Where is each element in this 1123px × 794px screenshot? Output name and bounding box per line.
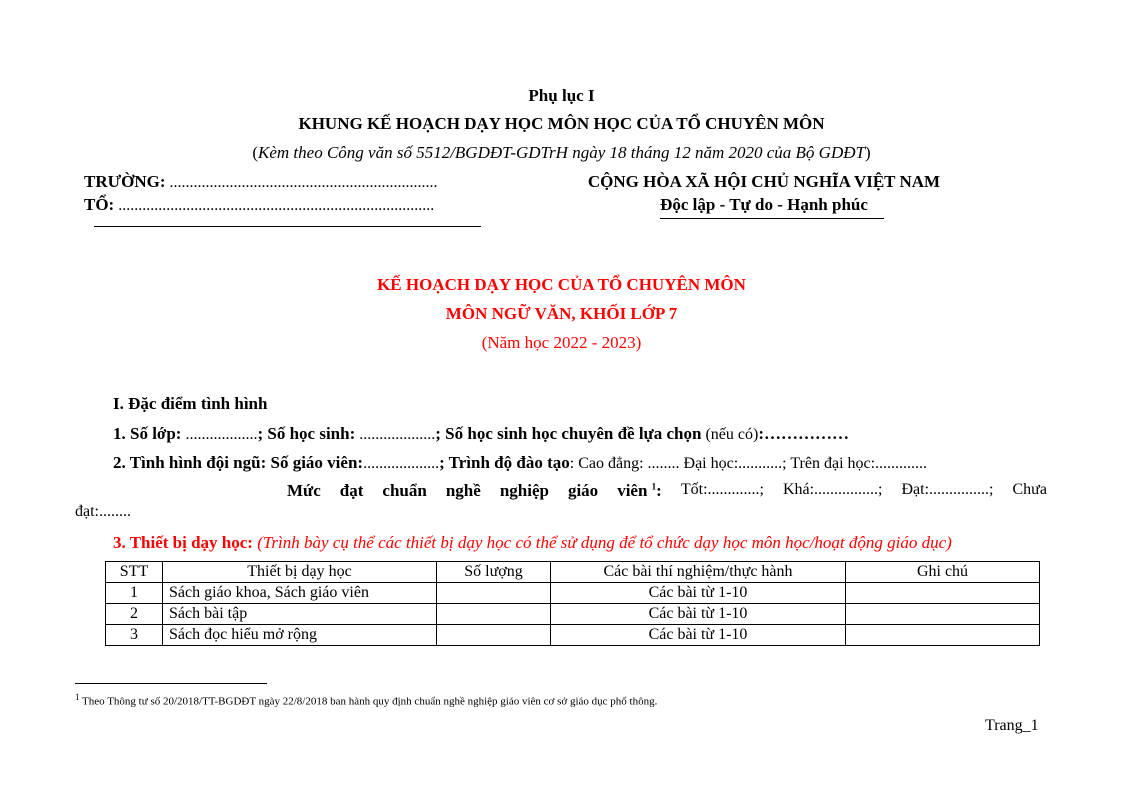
standard-word-with-footnote bbox=[617, 481, 662, 501]
school-divider bbox=[94, 226, 481, 227]
table-row bbox=[106, 583, 1040, 604]
equipment-quantity bbox=[437, 583, 551, 604]
row-number: 3 bbox=[106, 625, 163, 646]
footnote bbox=[75, 692, 657, 708]
attached-open-paren: ( bbox=[252, 143, 259, 162]
department-label: TỔ: bbox=[84, 195, 115, 214]
rating-not-yet: Chưa bbox=[1012, 481, 1047, 498]
rating-good: Tốt:.............; bbox=[680, 481, 764, 498]
framework-title: KHUNG KẾ HOẠCH DẠY HỌC MÔN HỌC CỦA TỔ CHUYÊN MÔN bbox=[298, 114, 825, 133]
student-count-label: ; Số học sinh: bbox=[257, 424, 356, 443]
section1-heading: I. Đặc điểm tình hình bbox=[113, 394, 268, 413]
equipment-note bbox=[846, 583, 1040, 604]
equipment-lessons: Các bài từ 1-10 bbox=[551, 604, 846, 625]
footnote-text: Theo Thông tư số 20/2018/TT-BGDĐT ngày 22/8/2018 ban hành quy định chuẩn nghề nghiệp giáo viên cơ sở giáo dục phổ thông. bbox=[79, 695, 658, 708]
equipment-heading: 3. Thiết bị dạy học: bbox=[113, 533, 253, 552]
equipment-note bbox=[846, 604, 1040, 625]
class-count-line bbox=[113, 424, 1048, 444]
standard-word: nghề bbox=[445, 481, 481, 500]
equipment-name: Sách giáo khoa, Sách giáo viên bbox=[163, 583, 437, 604]
equipment-lessons: Các bài từ 1-10 bbox=[551, 583, 846, 604]
student-count-blank: ................... bbox=[355, 426, 436, 443]
equipment-table bbox=[105, 561, 1040, 646]
attached-close-paren: ) bbox=[864, 143, 871, 162]
standard-word: viên bbox=[617, 481, 648, 500]
footnote-marker: 1 bbox=[75, 692, 80, 702]
rating-fair: Khá:................; bbox=[782, 481, 883, 498]
school-blank: ................................................................... bbox=[165, 174, 438, 191]
elective-blank: :…………… bbox=[758, 424, 849, 443]
footnote-ref: 1 bbox=[651, 481, 657, 492]
column-header: Số lượng bbox=[437, 562, 551, 583]
staff-blank: ................... bbox=[363, 455, 440, 472]
standard-word: giáo bbox=[567, 481, 599, 500]
column-header: Các bài thí nghiệm/thực hành bbox=[551, 562, 846, 583]
row-number: 1 bbox=[106, 583, 163, 604]
footnote-divider bbox=[75, 683, 267, 684]
department-line bbox=[84, 195, 486, 215]
rating-pass: Đạt:...............; bbox=[901, 481, 994, 498]
republic-name: CỘNG HÒA XÃ HỘI CHỦ NGHĨA VIỆT NAM bbox=[587, 172, 941, 191]
equipment-lessons: Các bài từ 1-10 bbox=[551, 625, 846, 646]
attached-note bbox=[0, 143, 1123, 163]
elective-students-label: ; Số học sinh học chuyên đề lựa chọn bbox=[435, 424, 702, 443]
class-count-blank: .................. bbox=[181, 426, 258, 443]
school-label: TRƯỜNG: bbox=[84, 172, 166, 191]
row-number: 2 bbox=[106, 604, 163, 625]
rating-not-yet-wrap: đạt:........ bbox=[75, 503, 131, 520]
equipment-name: Sách bài tập bbox=[163, 604, 437, 625]
plan-subject: MÔN NGỮ VĂN, KHỐI LỚP 7 bbox=[445, 304, 678, 323]
column-header: Ghi chú bbox=[846, 562, 1040, 583]
equipment-note bbox=[846, 625, 1040, 646]
equipment-quantity bbox=[437, 604, 551, 625]
table-header-row bbox=[106, 562, 1040, 583]
equipment-quantity bbox=[437, 625, 551, 646]
section3-heading bbox=[113, 533, 1048, 553]
school-name-line bbox=[84, 172, 486, 192]
plan-title: KẾ HOẠCH DẠY HỌC CỦA TỔ CHUYÊN MÔN bbox=[377, 275, 746, 294]
staff-line bbox=[113, 453, 1048, 473]
equipment-description: (Trình bày cụ thể các thiết bị dạy học có thể sử dụng để tổ chức dạy học môn học/hoạt động giáo dục) bbox=[252, 533, 952, 552]
staff-label: 2. Tình hình đội ngũ: Số giáo viên: bbox=[113, 453, 364, 472]
elective-note: (nếu có) bbox=[701, 426, 759, 443]
standard-word: chuẩn bbox=[382, 481, 427, 500]
standard-word: đạt bbox=[339, 481, 364, 500]
class-count-label: 1. Số lớp: bbox=[113, 424, 182, 443]
equipment-name: Sách đọc hiểu mở rộng bbox=[163, 625, 437, 646]
standard-word: Mức bbox=[287, 481, 321, 500]
table-row bbox=[106, 625, 1040, 646]
attached-note-text: Kèm theo Công văn số 5512/BGDĐT-GDTrH ngày 18 tháng 12 năm 2020 của Bộ GDĐT bbox=[258, 143, 865, 162]
appendix-label: Phụ lục I bbox=[528, 86, 595, 105]
standard-word: nghiệp bbox=[499, 481, 549, 500]
table-row bbox=[106, 604, 1040, 625]
plan-school-year: (Năm học 2022 - 2023) bbox=[481, 333, 642, 352]
training-label: ; Trình độ đào tạo bbox=[439, 453, 570, 472]
column-header: STT bbox=[106, 562, 163, 583]
motto-underline bbox=[660, 218, 884, 219]
training-values: : Cao đẳng: ........ Đại học:...........; Trên đại học:............. bbox=[569, 455, 928, 472]
standard-colon: : bbox=[656, 481, 662, 500]
page-number: Trang_1 bbox=[985, 717, 1039, 734]
teacher-standard-line bbox=[287, 481, 1047, 501]
column-header: Thiết bị dạy học bbox=[163, 562, 437, 583]
department-blank: ............................................................................... bbox=[114, 197, 435, 214]
national-motto: Độc lập - Tự do - Hạnh phúc bbox=[660, 195, 868, 214]
